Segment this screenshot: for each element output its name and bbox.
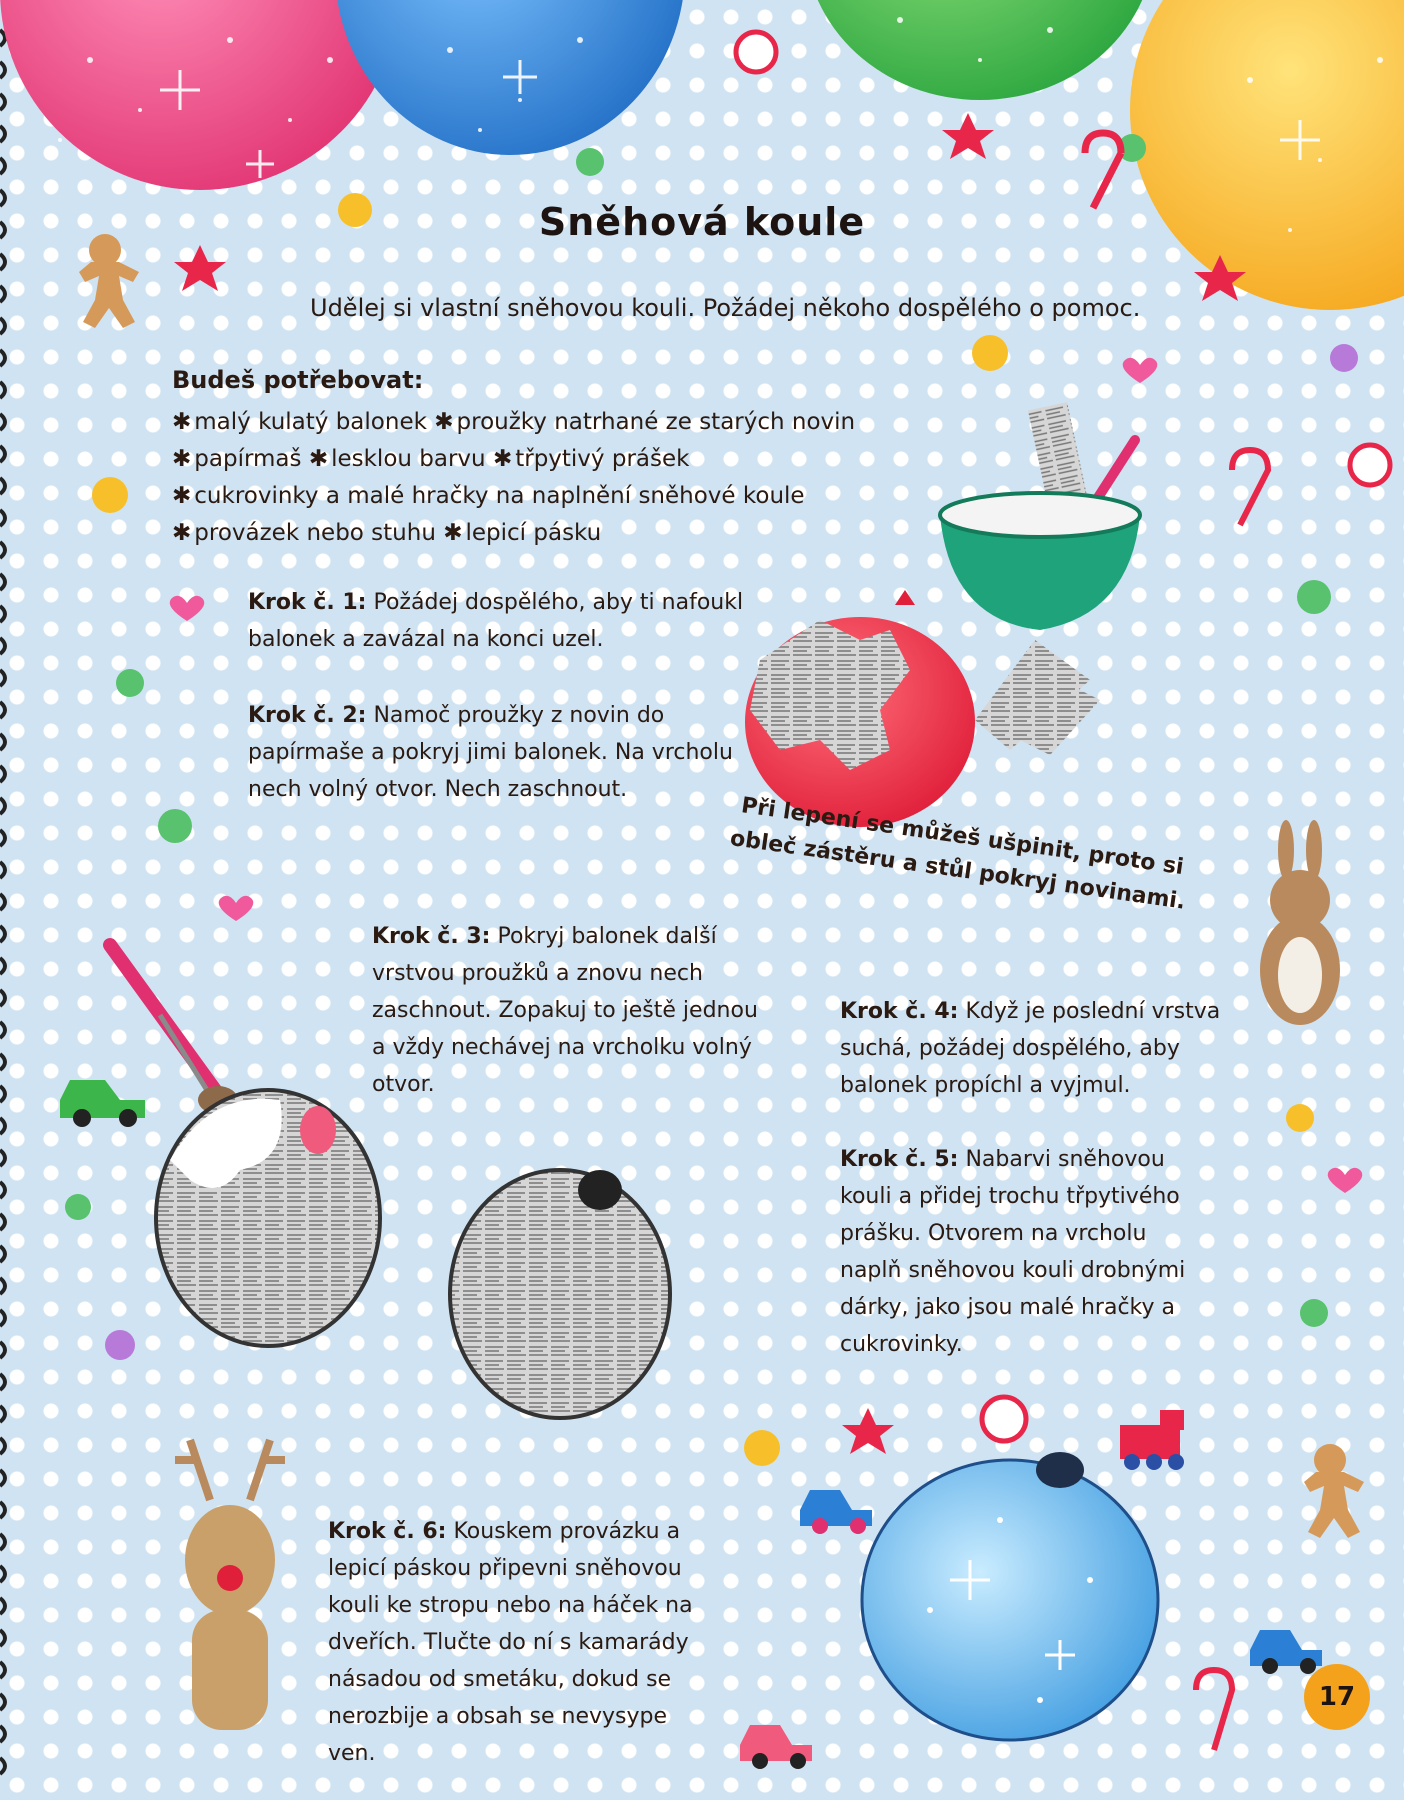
bowl-illustration [940,402,1140,630]
tip-note: Při lepení se můžeš ušpinit, proto si obleč zástěru a stůl pokryj novinami. [728,793,1187,915]
papier-mache-ball-1 [156,1090,380,1346]
balloon-pink [0,0,400,190]
bullet-icon: ✱ [172,483,192,509]
step-4: Krok č. 4: Když je poslední vrstva suchá, požádej dospělého, aby balonek propíchl a vyjmul. [840,999,1221,1098]
bullet-icon: ✱ [172,520,192,546]
intro-text: Udělej si vlastní sněhovou kouli. Požádej někoho dospělého o pomoc. [310,294,1141,322]
red-balloon-illustration [745,590,975,827]
step-2: Krok č. 2: Namoč proužky z novin do papírmaše a pokryj jimi balonek. Na vrcholu nech volný otvor. Nech zaschnout. [248,703,733,802]
step-1: Krok č. 1: Požádej dospělého, aby ti nafoukl balonek a zavázal na konci uzel. [248,590,744,652]
materials-line: ✱ papírmaš ✱ lesklou barvu ✱ třpytivý prášek [172,446,690,472]
gingerbread-icon [1304,1444,1364,1538]
gingerbread-icon [79,234,139,328]
toy-car-icon [740,1725,812,1769]
balloon-green [805,0,1155,100]
page-number: 17 [1304,1664,1370,1730]
papier-mache-ball-2 [450,1170,670,1418]
reindeer-icon [175,1440,285,1730]
materials-line: ✱ cukrovinky a malé hračky na naplnění sněhové koule [172,483,805,509]
toy-car-icon [800,1490,872,1534]
materials-list [172,404,855,552]
toy-car-icon [1250,1630,1322,1674]
step-3: Krok č. 3: Pokryj balonek další vrstvou proužků a znovu nech zaschnout. Zopakuj to ještě jednou a vždy nechávej na vrcholku volný otvor. [372,924,758,1097]
step-5: Krok č. 5: Nabarvi sněhovou kouli a přidej trochu třpytivého prášku. Otvorem na vrcholu naplň sněhovou kouli drobnými dárky, jako jsou malé hračky a cukrovinky. [840,1147,1186,1357]
materials-line: ✱ malý kulatý balonek ✱ proužky natrhané ze starých novin [172,409,856,435]
page-title: Sněhová koule [538,200,866,244]
step-6: Krok č. 6: Kouskem provázku a lepicí páskou připevni sněhovou kouli ke stropu nebo na háček na dveřích. Tlučte do ní s kamarády násadou od smetáku, dokud se nerozbije a obsah se nevysype ven. [328,1519,693,1766]
bullet-icon: ✱ [492,446,513,472]
toy-train-icon [1120,1410,1184,1470]
bullet-icon: ✱ [172,446,192,472]
bullet-icon: ✱ [172,409,192,435]
snowball-illustration [862,1452,1158,1740]
materials-heading: Budeš potřebovat: [172,366,424,394]
brush-illustration [110,945,238,1114]
bullet-icon: ✱ [443,520,463,546]
balloon-yellow [1130,0,1404,310]
bullet-icon: ✱ [308,446,329,472]
toy-car-icon [60,1080,145,1127]
materials-line: ✱ provázek nebo stuhu ✱ lepicí pásku [172,520,602,546]
newspaper-strips [975,640,1100,755]
bunny-icon [1260,820,1340,1025]
bullet-icon: ✱ [434,409,454,435]
